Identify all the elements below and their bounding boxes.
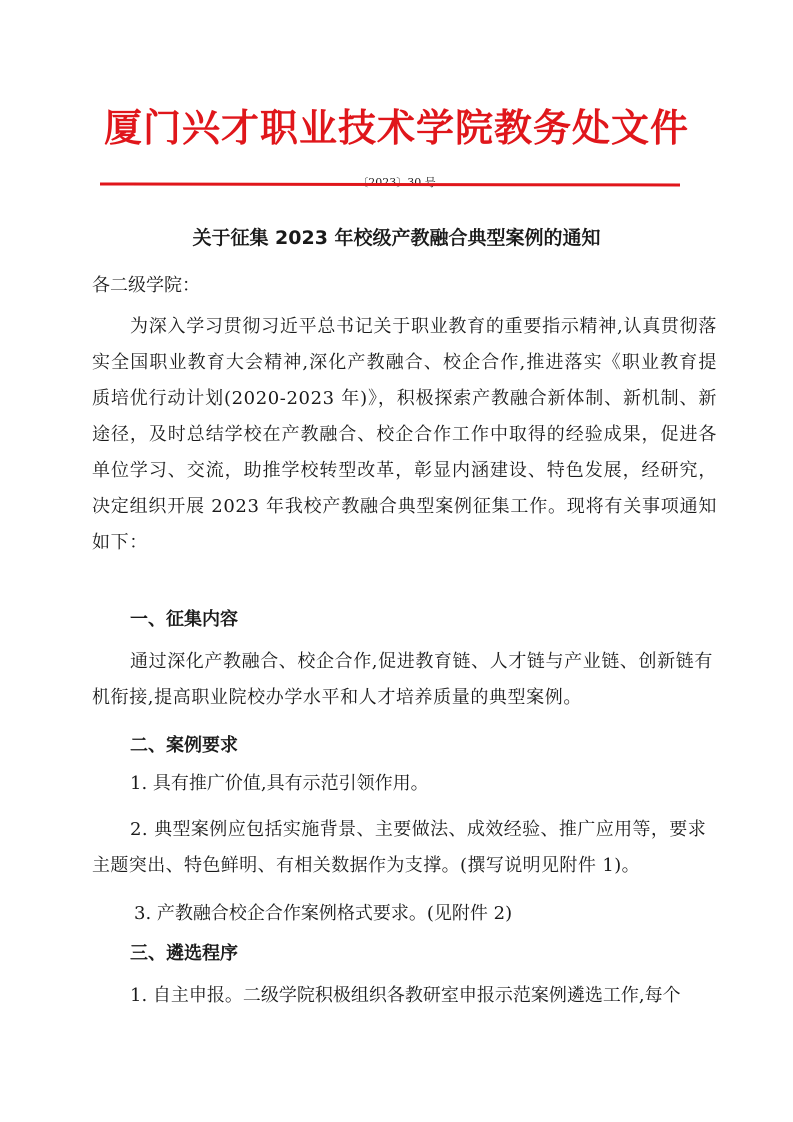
document-number: 〔2023〕30 号: [357, 176, 436, 189]
requirement-item-1: 1. 具有推广价值,具有示范引领作用。: [130, 773, 429, 794]
notice-title: 关于征集 2023 年校级产教融合典型案例的通知: [192, 227, 601, 249]
section-heading-content: 一、征集内容: [130, 609, 238, 630]
section-content-paragraph: 通过深化产教融合、校企合作,促进教育链、人才链与产业链、创新链有机衔接,提高职业院校办学水平和人才培养质量的典型案例。: [92, 651, 713, 708]
intro-paragraph: 为深入学习贯彻习近平总书记关于职业教育的重要指示精神,认真贯彻落实全国职业教育大会精神,深化产教融合、校企合作,推进落实《职业教育提质培优行动计划(2020-2023 年)》，积极探索产教融合新体制、新机制、新途径，及时总结学校在产教融合、校企合作工作中取得的经验成果，促进各单位学习、交流，助推学校转型改革，彰显内涵建设、特色发展，经研究，决定组织开展 2023 年我校产教融合典型案例征集工作。现将有关事项通知如下：: [92, 316, 717, 553]
selection-item-1: 1. 自主申报。二级学院积极组织各教研室申报示范案例遴选工作,每个: [130, 985, 681, 1006]
requirement-item-3: 3. 产教融合校企合作案例格式要求。(见附件 2): [134, 903, 513, 924]
org-header-title: 厦门兴才职业技术学院教务处文件: [103, 106, 689, 150]
requirement-item-2: 2. 典型案例应包括实施背景、主要做法、成效经验、推广应用等，要求主题突出、特色鲜明、有相关数据作为支撑。(撰写说明见附件 1)。: [92, 819, 707, 876]
salutation: 各二级学院：: [92, 275, 200, 296]
section-heading-selection: 三、遴选程序: [130, 943, 238, 964]
section-heading-requirements: 二、案例要求: [130, 735, 238, 756]
